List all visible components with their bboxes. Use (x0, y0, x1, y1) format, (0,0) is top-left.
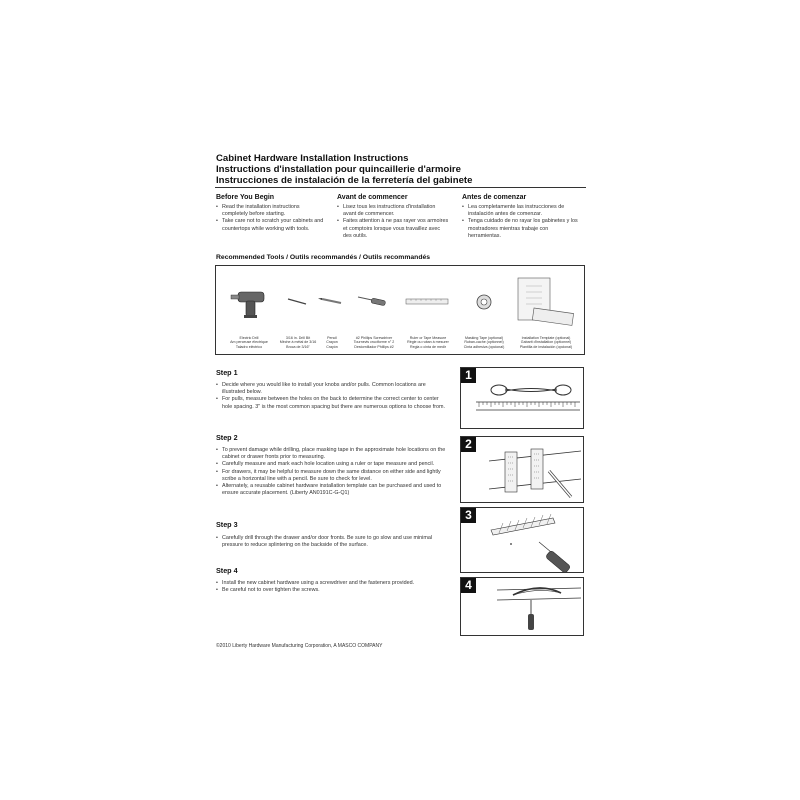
step-2-item-3: • For drawers, it may be helpful to measure down the same distance on either side and lightly scribe a horizontal line with a pencil. Be sure to check for level. (216, 469, 452, 483)
step-2-list (216, 447, 452, 497)
tool-label-screwdriver: #2 Phillips Screwdriver Tournevis cruciforme n° 2 Destornillador Phillips #2 (353, 336, 395, 349)
before-item-en-1: • Read the installation instructions completely before starting. (216, 204, 326, 218)
before-column-es (462, 194, 582, 240)
step-1-item-2: • For pulls, measure between the holes on the back to determine the correct center to center hole spacing. 3" is the most common spacing but there are numerous options to choose from. (216, 396, 448, 410)
step-3-list (216, 535, 452, 549)
figure-3 (460, 507, 584, 573)
step-4-item-1: • Install the new cabinet hardware using a screwdriver and the fasteners provided. (216, 580, 448, 587)
tools-panel (215, 265, 585, 355)
step-3-heading: Step 3 (216, 520, 238, 529)
ruler-scale-icon (476, 402, 580, 410)
screwdriver-icon (528, 600, 534, 630)
document-title (216, 153, 472, 186)
drawer-pull-icon (497, 588, 581, 600)
step-1-list (216, 382, 448, 411)
masking-tape-strip-icon (491, 514, 555, 535)
drill-icon (231, 292, 264, 318)
before-column-en (216, 194, 326, 233)
tool-label-ruler: Ruler or Tape Measure Règle ou ruban à mesurer Regla o cinta de medir (407, 336, 449, 349)
title-divider (215, 187, 586, 188)
figure-4 (460, 577, 584, 636)
before-column-fr (337, 194, 449, 240)
before-item-en-2: • Take care not to scratch your cabinets and countertops while working with tools. (216, 218, 326, 232)
pull-handle-icon (491, 385, 571, 395)
pencil-icon (549, 471, 571, 497)
step-2-item-2: • Carefully measure and mark each hole location using a ruler or tape measure and pencil. (216, 461, 452, 468)
before-item-es-2: • Tenga cuidado de no rayar los gabinetes y los mostradores mientras trabaje con herramientas. (462, 218, 582, 240)
tool-label-drill: Electric Drill Am perceuse électrique Taladro eléctrico (230, 336, 268, 349)
step-3-item-1: • Carefully drill through the drawer and/or door fronts. Be sure to go slow and use minimal pressure to reduce splintering on the backside of the surface. (216, 535, 452, 549)
step-4-item-2: • Be careful not to over tighten the screws. (216, 587, 448, 594)
drill-icon (539, 542, 571, 572)
copyright-footer: ©2010 Liberty Hardware Manufacturing Corporation, A MASCO COMPANY (216, 643, 383, 649)
drawer-template-icon (489, 449, 581, 492)
figure-2-number: 2 (461, 437, 476, 452)
before-heading-fr: Avant de commencer (337, 194, 408, 201)
figure-2 (460, 436, 584, 503)
before-item-es-1: • Lea completamente las instrucciones de instalación antes de comenzar. (462, 204, 582, 218)
template-icon (518, 278, 574, 325)
tool-label-pencil: Pencil Crayon Crayón (326, 336, 338, 349)
figure-4-number: 4 (461, 578, 476, 593)
figure-1 (460, 367, 584, 429)
step-1-heading: Step 1 (216, 368, 238, 377)
pencil-icon (318, 298, 341, 303)
figure-1-number: 1 (461, 368, 476, 383)
before-heading-en: Before You Begin (216, 194, 275, 201)
tool-label-tape: Masking Tape (optional) Ruban-cache (optionnel) Cinta adhesiva (opcional) (463, 336, 505, 349)
ruler-icon (406, 299, 448, 304)
title-spanish: Instrucciones de instalación de la ferretería del gabinete (216, 175, 473, 186)
tape-icon (477, 295, 491, 309)
step-4-list (216, 580, 448, 594)
tool-label-drill-bit: 3/16 in. Drill Bit Mèche à métal de 3/16 Broca de 3/16" (279, 336, 317, 349)
drill-bit-icon (288, 299, 306, 304)
tool-label-template: Installation Template (optional) Gabarit d'installation (optionnel) Plantilla de instalación (opcional) (519, 336, 573, 349)
hole-mark-icon (510, 543, 512, 545)
screwdriver-icon (358, 297, 386, 306)
figure-3-number: 3 (461, 508, 476, 523)
step-2-heading: Step 2 (216, 433, 238, 442)
before-item-fr-2: • Faites attention à ne pas rayer vos armoires et comptoirs lorsque vous travaillez avec des outils. (337, 218, 449, 240)
tools-heading: Recommended Tools / Outils recommandés / Outils recommandés (216, 254, 431, 261)
before-item-fr-1: • Lisez tous les instructions d'installation avant de commencer. (337, 204, 449, 218)
step-4-heading: Step 4 (216, 566, 238, 575)
step-1-item-1: • Decide where you would like to install your knobs and/or pulls. Common locations are illustrated below. (216, 382, 448, 396)
title-french: Instructions d'installation pour quincaillerie d'armoire (216, 164, 461, 175)
step-2-item-4: • Alternately, a reusable cabinet hardware installation template can be purchased and used to ensure accurate placement. (Liberty AN0191C-G-Q1) (216, 483, 452, 497)
title-english: Cabinet Hardware Installation Instructions (216, 153, 409, 164)
step-2-item-1: • To prevent damage while drilling, place masking tape in the approximate hole locations on the cabinet or drawer fronts prior to measuring. (216, 447, 452, 461)
before-heading-es: Antes de comenzar (462, 194, 527, 201)
